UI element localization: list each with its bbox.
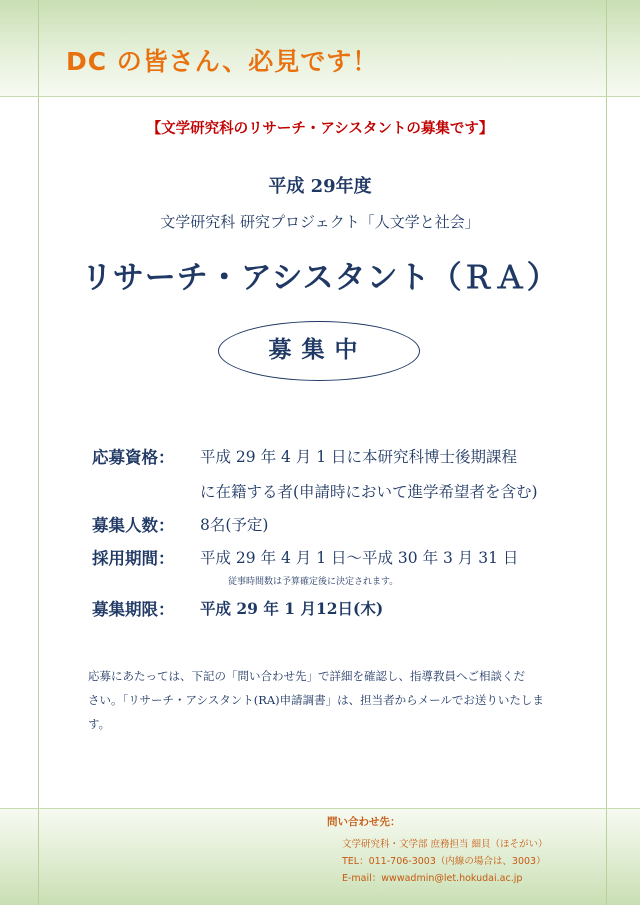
project-name: 文学研究科 研究プロジェクト「人文学と社会」 bbox=[160, 213, 480, 231]
contact-phone: TEL：011-706-3003（内線の場合は、3003） bbox=[342, 856, 546, 867]
count-value: 8名(予定) bbox=[200, 516, 269, 534]
qualification-label: 応募資格： bbox=[92, 448, 175, 467]
period-label: 採用期間： bbox=[92, 549, 175, 568]
fiscal-year: 平成 29年度 bbox=[268, 176, 372, 197]
qualification-line-2: に在籍する者(申請時において進学希望者を含む) bbox=[200, 483, 538, 501]
period-note: 従事時間数は予算確定後に決定されます。 bbox=[228, 577, 399, 587]
frame-line-bottom bbox=[0, 808, 640, 809]
recruiting-label: 募集中 bbox=[268, 336, 368, 363]
paragraph-line-1: 応募にあたっては、下記の「問い合わせ先」で詳細を確認し、指導教員へご相談くだ bbox=[88, 669, 525, 683]
main-title: リサーチ・アシスタント（ＲＡ） bbox=[81, 260, 559, 296]
contact-title: 問い合わせ先： bbox=[327, 816, 401, 828]
period-value: 平成 29 年 4 月 1 日～平成 30 年 3 月 31 日 bbox=[200, 549, 519, 567]
notice-subtitle: 【文学研究科のリサーチ・アシスタントの募集です】 bbox=[146, 121, 494, 137]
contact-office: 文学研究科・文学部 庶務担当 細貝（ほそがい） bbox=[342, 839, 548, 850]
contact-email[interactable]: E-mail：wwwadmin@let.hokudai.ac.jp bbox=[342, 873, 523, 884]
qualification-line-1: 平成 29 年 4 月 1 日に本研究科博士後期課程 bbox=[200, 448, 518, 466]
count-label: 募集人数： bbox=[92, 516, 175, 535]
deadline-label: 募集期限： bbox=[92, 600, 175, 619]
paragraph-line-2: さい。「リサーチ・アシスタント(RA)申請調書」は、担当者からメールでお送りいたしま bbox=[88, 693, 544, 707]
headline: DC の皆さん、必見です！ bbox=[66, 47, 379, 76]
instruction-paragraph bbox=[88, 664, 570, 736]
deadline-value: 平成 29 年 1 月12日(木) bbox=[200, 599, 384, 618]
paragraph-line-3: す。 bbox=[88, 717, 111, 731]
frame-line-top bbox=[0, 96, 640, 97]
